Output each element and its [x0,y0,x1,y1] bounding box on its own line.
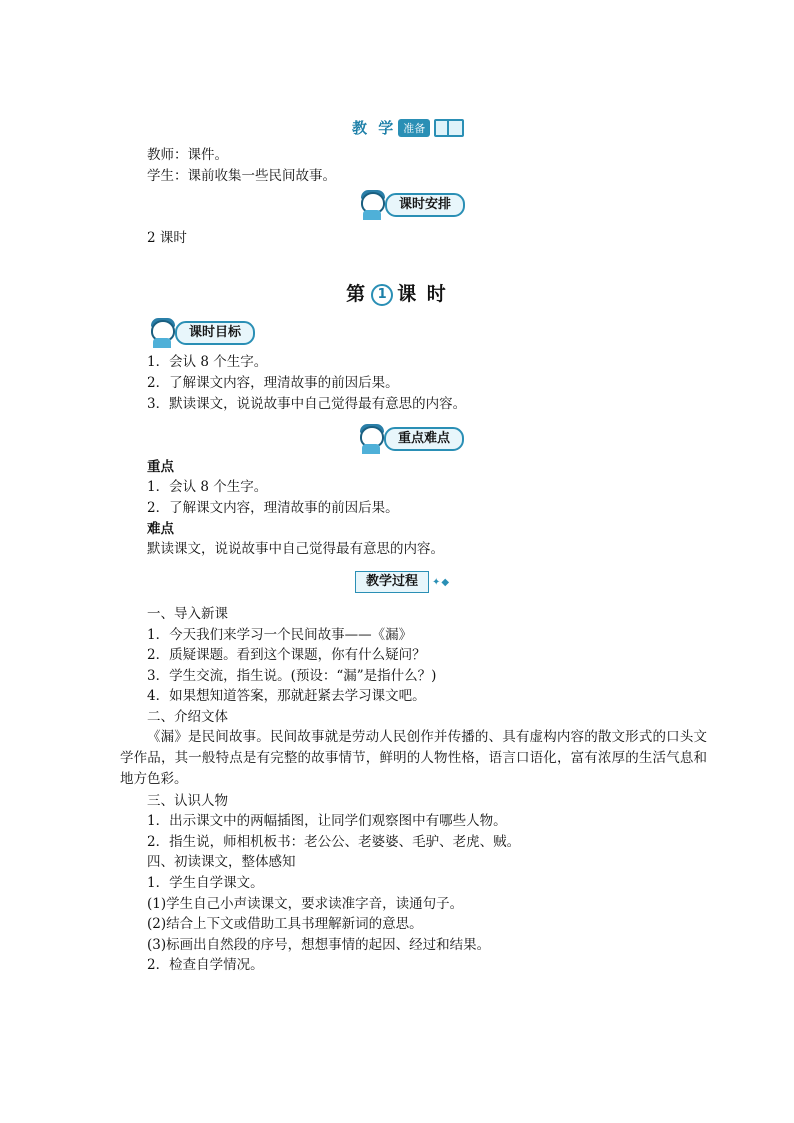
process-item: 1．今天我们来学习一个民间故事——《漏》 [147,627,413,643]
sparkle-icon: ✦◆ [432,576,451,588]
student-mascot-icon [356,424,384,454]
process-item: 2．检查自学情况。 [147,957,264,973]
difficulty-heading: 难点 [147,521,174,537]
process-banner [355,571,450,593]
process-section-heading: 四、初读课文，整体感知 [147,854,296,870]
student-mascot-icon [147,318,175,348]
lesson-title-prefix: 第 [346,283,368,305]
schedule-banner [357,190,465,220]
key-points-title: 重点难点 [384,427,464,451]
process-item: (1)学生自己小声读课文，要求读准字音，读通句子。 [147,896,464,912]
prep-teacher: 教师：课件。 [147,147,228,163]
goal-item: 2．了解课文内容，理清故事的前因后果。 [147,375,399,391]
key-heading: 重点 [147,459,174,475]
lesson-title-suffix: 课 时 [397,283,448,305]
prep-student: 学生：课前收集一些民间故事。 [147,168,336,184]
difficulty-text: 默读课文，说说故事中自己觉得最有意思的内容。 [147,541,444,557]
student-mascot-icon [357,190,385,220]
open-book-icon [434,119,464,137]
goals-banner [147,318,255,348]
process-item: (3)标画出自然段的序号，想想事情的起因、经过和结果。 [147,937,491,953]
process-item: 1．学生自学课文。 [147,875,264,891]
key-item: 1．会认 8 个生字。 [147,479,268,495]
teaching-prep-title: 教 学 [352,119,397,137]
process-item: 2．质疑课题。看到这个课题，你有什么疑问？ [147,647,426,663]
process-title: 教学过程 [355,571,429,593]
process-section-heading: 三、认识人物 [147,793,228,809]
lesson-title [0,279,794,306]
process-section-heading: 二、介绍文体 [147,709,228,725]
schedule-text: 2 课时 [147,230,187,246]
process-section-heading: 一、导入新课 [147,606,228,622]
process-item: 2．指生说，师相机板书：老公公、老婆婆、毛驴、老虎、贼。 [147,834,521,850]
goal-item: 3．默读课文，说说故事中自己觉得最有意思的内容。 [147,396,467,412]
process-item: 4．如果想知道答案，那就赶紧去学习课文吧。 [147,688,426,704]
goal-item: 1．会认 8 个生字。 [147,354,268,370]
key-points-banner [356,424,464,454]
process-item: 1．出示课文中的两幅插图，让同学们观察图中有哪些人物。 [147,813,507,829]
schedule-title: 课时安排 [385,193,465,217]
process-item: 3．学生交流，指生说。(预设：“漏”是指什么？) [147,668,437,684]
teaching-prep-tag: 准备 [398,119,430,137]
key-item: 2．了解课文内容，理清故事的前因后果。 [147,500,399,516]
lesson-number-badge: 1 [371,284,393,306]
goals-title: 课时目标 [175,321,255,345]
process-item: (2)结合上下文或借助工具书理解新词的意思。 [147,916,423,932]
genre-paragraph: 《漏》是民间故事。民间故事就是劳动人民创作并传播的、具有虚构内容的散文形式的口头文学作品，其一般特点是有完整的故事情节，鲜明的人物性格，语言口语化，富有浓厚的生活气息和地方色彩。 [120,729,707,787]
teaching-prep-banner [352,117,464,138]
